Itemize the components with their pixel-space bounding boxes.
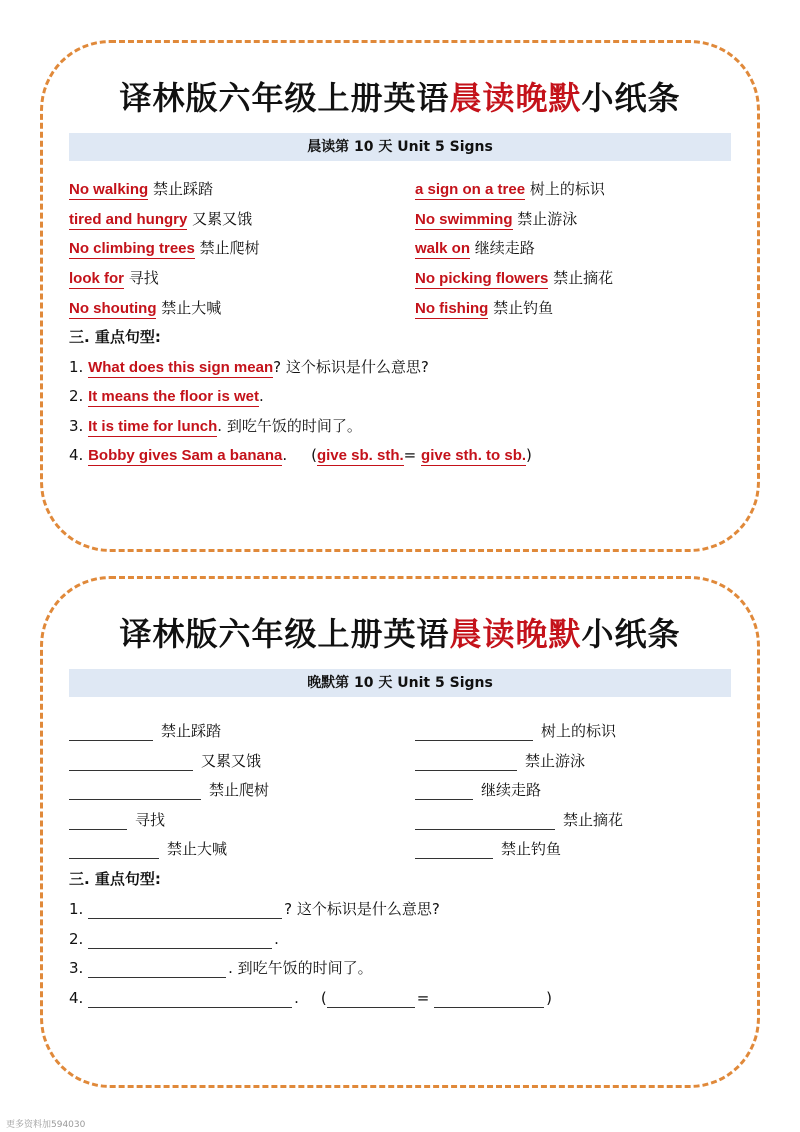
answer-blank[interactable] bbox=[415, 752, 517, 771]
vocab-item: walk on 继续走路 bbox=[415, 239, 535, 257]
answer-blank[interactable] bbox=[69, 781, 201, 800]
vocab-blank-item: 禁止摘花 bbox=[415, 810, 623, 830]
vocab-blank-item: 寻找 bbox=[69, 810, 165, 830]
vocab-blank-item: 禁止踩踏 bbox=[69, 721, 221, 741]
section-heading: 三. 重点句型: bbox=[69, 328, 161, 346]
vocab-blank-item: 禁止游泳 bbox=[415, 751, 585, 771]
sentence-blank-item: 2. . bbox=[69, 930, 279, 948]
vocab-blank-item: 禁止爬树 bbox=[69, 780, 269, 800]
answer-blank[interactable] bbox=[327, 989, 415, 1008]
sentence-item: 1. What does this sign mean? 这个标识是什么意思? bbox=[69, 358, 429, 376]
sentence-item: 2. It means the floor is wet. bbox=[69, 387, 264, 405]
sentence-blank-item: 4. . ( = ) bbox=[69, 989, 552, 1007]
vocab-item: look for 寻找 bbox=[69, 269, 159, 287]
title-highlight: 晨读晚默 bbox=[449, 615, 582, 653]
answer-blank[interactable] bbox=[69, 752, 193, 771]
vocab-item: No fishing 禁止钓鱼 bbox=[415, 299, 554, 317]
section-heading: 三. 重点句型: bbox=[69, 870, 161, 888]
answer-blank[interactable] bbox=[415, 781, 473, 800]
answer-blank[interactable] bbox=[69, 840, 159, 859]
vocab-item: No walking 禁止踩踏 bbox=[69, 180, 213, 198]
answer-blank[interactable] bbox=[415, 722, 533, 741]
answer-blank[interactable] bbox=[88, 959, 226, 978]
vocab-blank-item: 禁止钓鱼 bbox=[415, 839, 561, 859]
vocab-item: No picking flowers 禁止摘花 bbox=[415, 269, 614, 287]
sentence-item: 3. It is time for lunch. 到吃午饭的时间了。 bbox=[69, 417, 362, 435]
title-highlight: 晨读晚默 bbox=[449, 79, 582, 117]
card-title: 译林版六年级上册英语晨读晚默小纸条 bbox=[119, 615, 681, 653]
vocab-blank-item: 又累又饿 bbox=[69, 751, 261, 771]
sentence-blank-item: 1. ? 这个标识是什么意思? bbox=[69, 900, 440, 918]
vocab-blank-item: 树上的标识 bbox=[415, 721, 616, 741]
footer-note: 更多资料加594030 bbox=[6, 1120, 86, 1130]
card-title: 译林版六年级上册英语晨读晚默小纸条 bbox=[119, 79, 681, 117]
answer-blank[interactable] bbox=[69, 722, 153, 741]
morning-reading-card bbox=[40, 40, 760, 552]
evening-dictation-card bbox=[40, 576, 760, 1088]
vocab-item: tired and hungry 又累又饿 bbox=[69, 210, 253, 228]
answer-blank[interactable] bbox=[88, 989, 292, 1008]
answer-blank[interactable] bbox=[415, 811, 555, 830]
vocab-item: No shouting 禁止大喊 bbox=[69, 299, 222, 317]
card-subtitle: 晚默第 10 天 Unit 5 Signs bbox=[69, 669, 731, 697]
sentence-item: 4. Bobby gives Sam a banana. (give sb. sth.= give sth. to sb.) bbox=[69, 446, 532, 464]
sentence-blank-item: 3. . 到吃午饭的时间了。 bbox=[69, 959, 373, 977]
answer-blank[interactable] bbox=[69, 811, 127, 830]
card-subtitle: 晨读第 10 天 Unit 5 Signs bbox=[69, 133, 731, 161]
answer-blank[interactable] bbox=[415, 840, 493, 859]
answer-blank[interactable] bbox=[434, 989, 544, 1008]
answer-blank[interactable] bbox=[88, 930, 272, 949]
answer-blank[interactable] bbox=[88, 900, 282, 919]
vocab-item: No climbing trees 禁止爬树 bbox=[69, 239, 260, 257]
vocab-item: a sign on a tree 树上的标识 bbox=[415, 180, 605, 198]
vocab-blank-item: 禁止大喊 bbox=[69, 839, 227, 859]
vocab-blank-item: 继续走路 bbox=[415, 780, 541, 800]
vocab-item: No swimming 禁止游泳 bbox=[415, 210, 578, 228]
